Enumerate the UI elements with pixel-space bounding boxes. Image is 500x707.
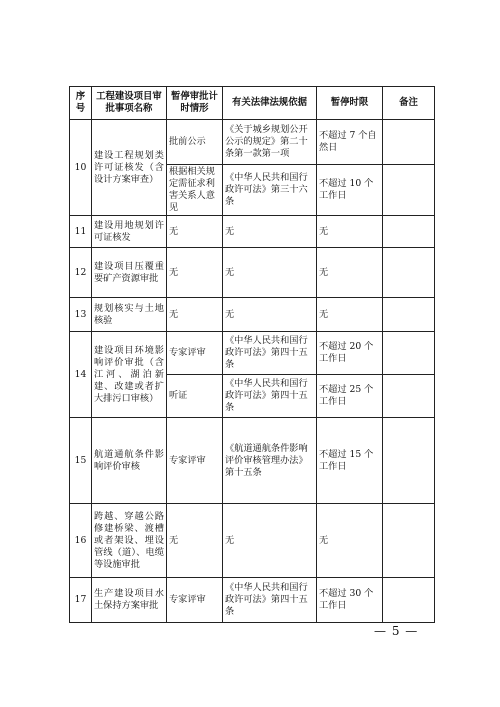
suspension-situation: 无 [167, 504, 223, 578]
remark [383, 578, 435, 623]
table-row [70, 578, 435, 623]
remark [383, 165, 435, 216]
item-name: 跨越、穿越公路修建桥梁、渡槽或者架设、埋设管线（道）、电缆等设施审批 [92, 504, 167, 578]
suspension-situation: 批前公示 [167, 120, 223, 165]
table-row [70, 120, 435, 165]
legal-basis: 《中华人民共和国行政许可法》第三十六条 [223, 165, 317, 216]
row-number: 11 [70, 216, 92, 248]
remark [383, 504, 435, 578]
suspension-situation: 无 [167, 298, 223, 332]
row-number: 12 [70, 248, 92, 298]
time-limit: 不超过 30 个工作日 [317, 578, 383, 623]
time-limit: 不超过 20 个工作日 [317, 332, 383, 375]
item-name: 建设工程规划类许可证核发（含设计方案审查） [92, 120, 167, 216]
header-cell: 工程建设项目审批事项名称 [92, 87, 167, 120]
remark [383, 418, 435, 504]
approval-suspension-table [69, 86, 435, 623]
time-limit: 不超过 15 个工作日 [317, 418, 383, 504]
legal-basis: 《关于城乡规划公开公示的规定》第二十条第一款第一项 [223, 120, 317, 165]
table-row [70, 298, 435, 332]
table-row [70, 248, 435, 298]
legal-basis: 《中华人民共和国行政许可法》第四十五条 [223, 375, 317, 418]
row-number: 16 [70, 504, 92, 578]
remark [383, 216, 435, 248]
item-name: 航道通航条件影响评价审核 [92, 418, 167, 504]
suspension-situation: 专家评审 [167, 418, 223, 504]
time-limit: 不超过 25 个工作日 [317, 375, 383, 418]
table-row [70, 504, 435, 578]
table-row [70, 216, 435, 248]
time-limit: 无 [317, 298, 383, 332]
suspension-situation: 无 [167, 248, 223, 298]
suspension-situation: 无 [167, 216, 223, 248]
item-name: 规划核实与土地核验 [92, 298, 167, 332]
item-name: 建设项目环境影响评价审批（含江河、湖泊新建、改建或者扩大排污口审核） [92, 332, 167, 418]
remark [383, 248, 435, 298]
header-cell: 暂停时限 [317, 87, 383, 120]
table-header-row [70, 87, 435, 120]
legal-basis: 《中华人民共和国行政许可法》第四十五条 [223, 578, 317, 623]
time-limit: 不超过 7 个自然日 [317, 120, 383, 165]
remark [383, 298, 435, 332]
table-row [70, 332, 435, 375]
row-number: 10 [70, 120, 92, 216]
item-name: 建设项目压覆重要矿产资源审批 [92, 248, 167, 298]
remark [383, 375, 435, 418]
legal-basis: 《航道通航条件影响评价审核管理办法》第十五条 [223, 418, 317, 504]
time-limit: 无 [317, 504, 383, 578]
item-name: 建设用地规划许可证核发 [92, 216, 167, 248]
remark [383, 332, 435, 375]
remark [383, 120, 435, 165]
suspension-situation: 根据相关规定需征求利害关系人意见 [167, 165, 223, 216]
header-cell: 暂停审批计时情形 [167, 87, 223, 120]
legal-basis: 无 [223, 298, 317, 332]
item-name: 生产建设项目水土保持方案审批 [92, 578, 167, 623]
header-cell: 有关法律法规依据 [223, 87, 317, 120]
time-limit: 不超过 10 个工作日 [317, 165, 383, 216]
row-number: 14 [70, 332, 92, 418]
suspension-situation: 专家评审 [167, 332, 223, 375]
legal-basis: 无 [223, 504, 317, 578]
header-cell: 备注 [383, 87, 435, 120]
legal-basis: 《中华人民共和国行政许可法》第四十五条 [223, 332, 317, 375]
table-row [70, 418, 435, 504]
page-number: — 5 — [374, 624, 419, 638]
header-cell: 序号 [70, 87, 92, 120]
row-number: 13 [70, 298, 92, 332]
suspension-situation: 专家评审 [167, 578, 223, 623]
time-limit: 无 [317, 248, 383, 298]
row-number: 15 [70, 418, 92, 504]
legal-basis: 无 [223, 216, 317, 248]
suspension-situation: 听证 [167, 375, 223, 418]
row-number: 17 [70, 578, 92, 623]
time-limit: 无 [317, 216, 383, 248]
legal-basis: 无 [223, 248, 317, 298]
